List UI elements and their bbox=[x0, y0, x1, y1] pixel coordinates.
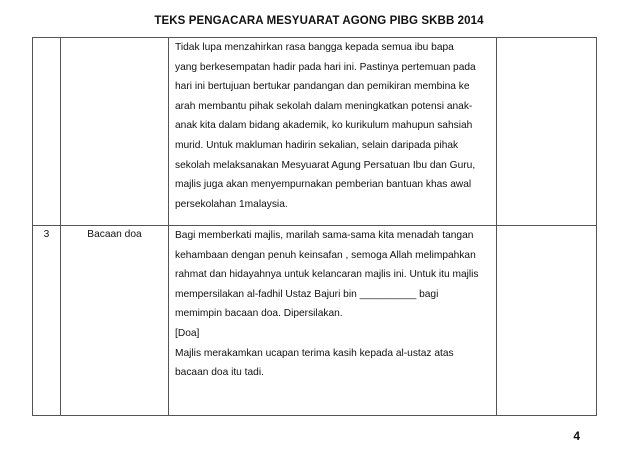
script-line: murid. Untuk makluman hadirin sekalian, selain daripada pihak bbox=[175, 139, 459, 151]
script-line: mempersilakan al-fadhil Ustaz Bajuri bin __________ bagi bbox=[175, 288, 439, 300]
script-line: hari ini bertujuan bertukar pandangan dan pemikiran membina ke bbox=[175, 81, 470, 93]
script-line: memimpin bacaan doa. Dipersilakan. bbox=[175, 308, 343, 320]
notes-cell bbox=[497, 38, 597, 226]
script-text-cell bbox=[169, 38, 497, 226]
program-script-table bbox=[32, 37, 597, 416]
script-line: arah membantu pihak sekolah dalam meningkatkan potensi anak- bbox=[175, 100, 473, 112]
script-line: majlis juga akan menyempurnakan pemberian bantuan khas awal bbox=[175, 179, 472, 191]
script-line: rahmat dan hidayahnya untuk kelancaran majlis ini. Untuk itu majlis bbox=[175, 269, 479, 281]
script-line: Tidak lupa menzahirkan rasa bangga kepada semua ibu bapa bbox=[175, 42, 454, 53]
script-line: kehambaan dengan penuh keinsafan , semoga Allah melimpahkan bbox=[175, 249, 476, 261]
script-line: yang berkesempatan hadir pada hari ini. Pastinya pertemuan pada bbox=[175, 61, 476, 73]
script-text-cell bbox=[169, 226, 497, 416]
script-line: bacaan doa itu tadi. bbox=[175, 367, 264, 379]
row-number-cell bbox=[33, 38, 61, 226]
script-line: [Doa] bbox=[175, 327, 200, 339]
script-line: Bagi memberkati majlis, marilah sama-sama kita menadah tangan bbox=[175, 230, 474, 241]
document-title: TEKS PENGACARA MESYUARAT AGONG PIBG SKBB 2014 bbox=[154, 15, 484, 27]
row-number-cell: 3 bbox=[33, 226, 61, 416]
table-row bbox=[33, 226, 597, 416]
script-line: persekolahan 1malaysia. bbox=[175, 198, 288, 210]
page-number: 4 bbox=[573, 429, 580, 443]
notes-cell bbox=[497, 226, 597, 416]
agenda-item-cell: Bacaan doa bbox=[61, 226, 169, 416]
table-row bbox=[33, 38, 597, 226]
script-line: sekolah melaksanakan Mesyuarat Agung Persatuan Ibu dan Guru, bbox=[175, 159, 476, 171]
script-line: anak kita dalam bidang akademik, ko kurikulum mahupun sahsiah bbox=[175, 120, 473, 132]
agenda-item-cell bbox=[61, 38, 169, 226]
script-line: Majlis merakamkan ucapan terima kasih kepada al-ustaz atas bbox=[175, 347, 454, 359]
